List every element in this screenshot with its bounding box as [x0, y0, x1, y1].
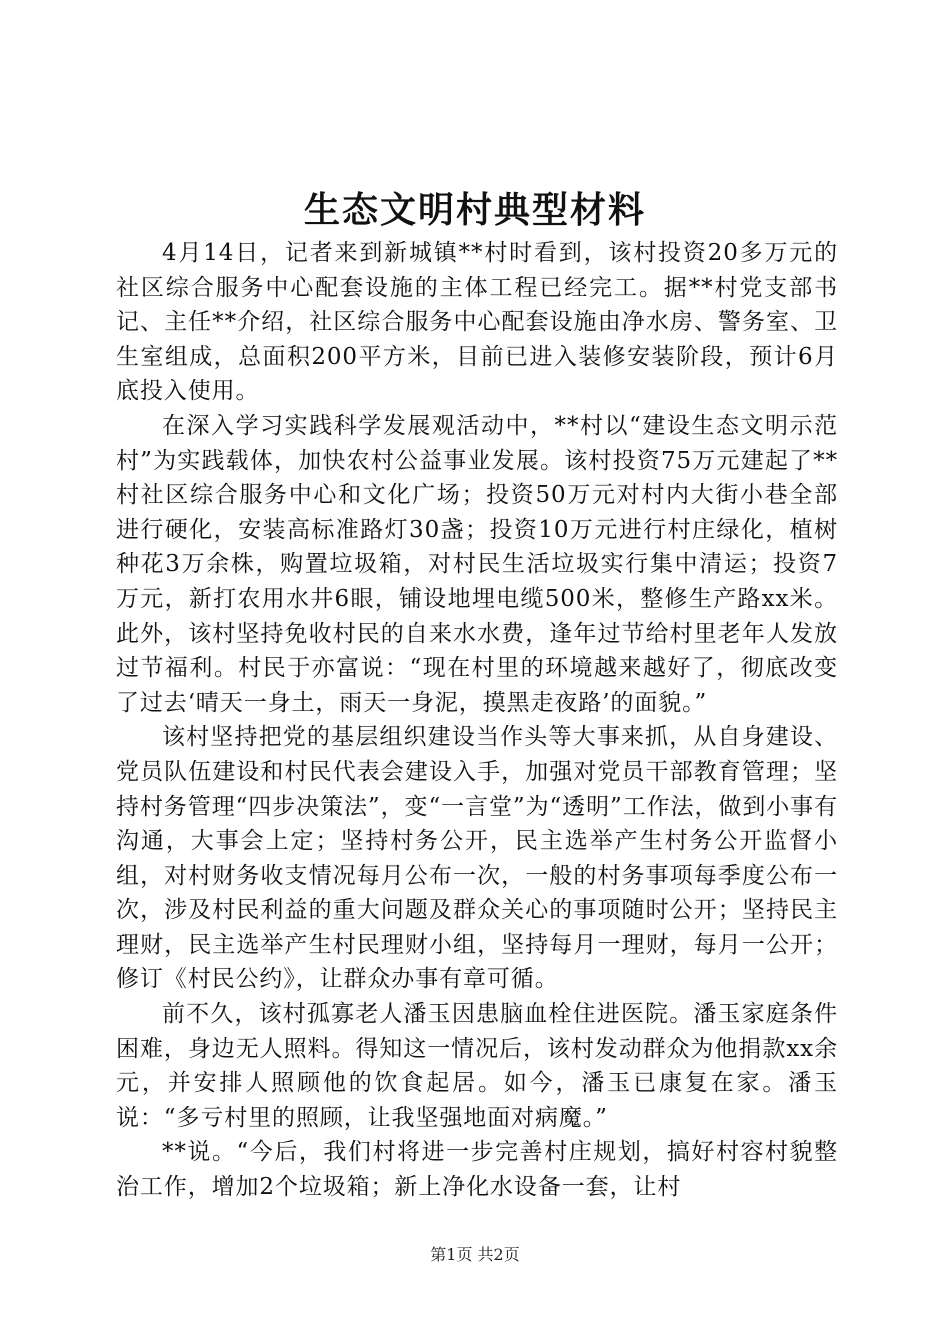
paragraph-3: 该村坚持把党的基层组织建设当作头等大事来抓，从自身建设、党员队伍建设和村民代表会建设入手，加强对党员干部教育管理；坚持村务管理“四步决策法”，变“一言堂”为“透明”工作法，做到小事有沟通，大事会上定；坚持村务公开，民主选举产生村务公开监督小组，对村财务收支情况每月公布一次，一般的村务事项每季度公布一次，涉及村民利益的重大问题及群众关心的事项随时公开；坚持民主理财，民主选举产生村民理财小组，坚持每月一理财，每月一公开；修订《村民公约》，让群众办事有章可循。: [116, 724, 838, 993]
paragraph-5: **说。“今后，我们村将进一步完善村庄规划，搞好村容村貌整治工作，增加2个垃圾箱；新上净化水设备一套，让村: [116, 1139, 838, 1201]
document-title: 生态文明村典型材料: [303, 189, 646, 231]
paragraph-4: 前不久，该村孤寡老人潘玉因患脑血栓住进医院。潘玉家庭条件困难，身边无人照料。得知这一情况后，该村发动群众为他捐款xx余元，并安排人照顾他的饮食起居。如今，潘玉已康复在家。潘玉说：“多亏村里的照顾，让我坚强地面对病魔。”: [116, 1001, 838, 1131]
paragraph-2: 在深入学习实践科学发展观活动中，**村以“建设生态文明示范村”为实践载体，加快农村公益事业发展。该村投资75万元建起了**村社区综合服务中心和文化广场；投资50万元对村内大街小巷全部进行硬化，安装高标准路灯30盏；投资10万元进行村庄绿化，植树种花3万余株，购置垃圾箱，对村民生活垃圾实行集中清运；投资7万元，新打农用水井6眼，铺设地埋电缆500米，整修生产路xx米。此外，该村坚持免收村民的自来水水费，逢年过节给村里老年人发放过节福利。村民于亦富说：“现在村里的环境越来越好了，彻底改变了过去‘晴天一身土，雨天一身泥，摸黑走夜路’的面貌。”: [116, 412, 838, 716]
paragraph-1: 4月14日，记者来到新城镇**村时看到，该村投资20多万元的社区综合服务中心配套设施的主体工程已经完工。据**村党支部书记、主任**介绍，社区综合服务中心配套设施由净水房、警务室、卫生室组成，总面积200平方米，目前已进入装修安装阶段，预计6月底投入使用。: [116, 240, 838, 405]
page-number-footer: 第1页 共2页: [430, 1245, 520, 1264]
document-body: [116, 236, 838, 1205]
